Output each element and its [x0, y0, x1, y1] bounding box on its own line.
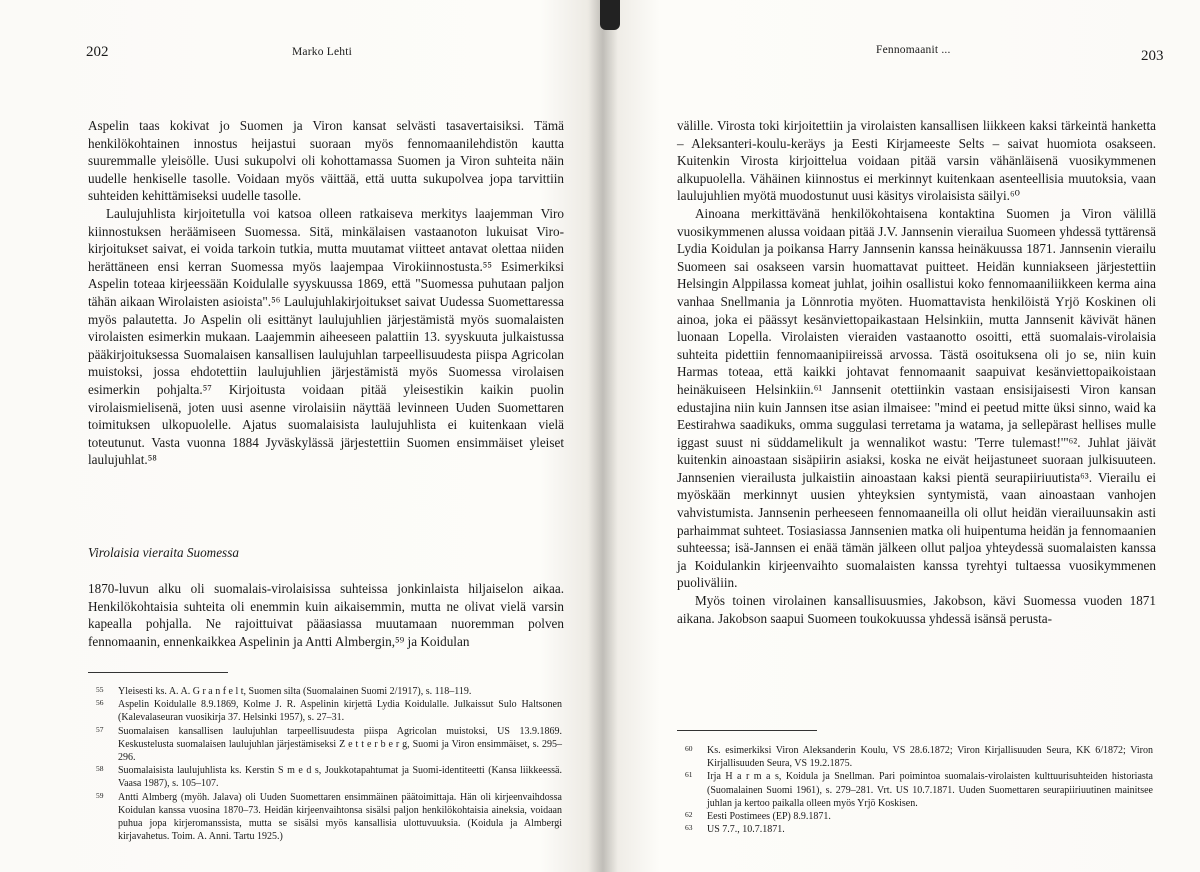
right-footnote-rule	[677, 730, 817, 731]
left-paragraph-2: Laulujuhlista kirjoitetulla voi katsoa olleen ratkaiseva merkitys laajemman Viro kiinnostuksen heräämiseen Suomessa. Sitä, minkälaisen vastaanoton lukuisat Viro-kirjoitukset saivat, ei voida tarkoin tutkia, mutta muutamat viitteet antavat olettaa niiden herättäneen ensi kerran Suomessa myös laajempaa Virokiinnostusta.⁵⁵ Esimerkiksi Aspelin toteaa kirjeessään Koidulalle syyskuussa 1869, että "Suomessa puhutaan paljon tähän aikaan Wirolaisten asioista".⁵⁶ Laulujuhlakirjoitukset saivat Uudessa Suomettaressa myös palautetta. Jo Aspelin oli esittänyt laulujuhlien järjestämistä myös suomalaisten virolaisten esimerkin mukaan. Laajemmin aiheeseen palattiin 13. syyskuuta julkaistussa pääkirjoituksessa Suomalaisen kansallisen laulujuhlan tarpeellisuudesta piispa Agricolan muistoksi, jossa ehdotettiin laulujuhlien järjestämistä myös Suomessa virolaisen esimerkin pohjalta.⁵⁷ Kirjoitusta voidaan pitää yleisestikin kaikin puolin virolaismielisenä, joten uusi asenne virolaisiin näyttää levinneen Uuden Suomettaren toimituksen ulkopuolelle. Ajatus suomalaisista laulujuhlista ei kuitenkaan vielä toteutunut. Vasta vuonna 1884 Jyväskylässä järjestettiin Suomen ensimmäiset yleiset laulujuhlat.⁵⁸	[88, 205, 564, 468]
right-footnotes	[685, 744, 1153, 836]
right-paragraph-3: Myös toinen virolainen kansallisuusmies, Jakobson, kävi Suomessa vuoden 1871 aikana. Jakobson saapui Suomeen toukokuussa yhdessä isänsä perusta-	[677, 593, 1156, 626]
left-body-text-2	[88, 580, 564, 650]
footnote: 56 Aspelin Koidulalle 8.9.1869, Kolme J. R. Aspelinin kirjettä Lydia Koidulalle. Julkaissut Sulo Haltsonen (Kalevalaseuran vuosikirja 37. Helsinki 1957), s. 27–31.	[96, 698, 562, 724]
footnote: 57 Suomalaisen kansallisen laulujuhlan tarpeellisuudesta piispa Agricolan muistoksi, US 13.9.1869. Keskustelusta suomalaisen laulujuhlan järjestämiseksi Z e t t e r b e r g, Suomi ja Viron ensimmäiset, s. 295–296.	[96, 724, 562, 764]
left-paragraph-3: 1870-luvun alku oli suomalais-virolaisissa suhteissa jonkinlaista hiljaiselon aikaa. Henkilökohtaisia suhteita oli enemmin kuin aikaisemmin, mutta ne olivat vielä varsin kapealla pohjalla. Ne rajoittuivat pääasiassa muutamaan nuoremman polven fennomaanin, ennenkaikkea Aspelinin ja Antti Almbergin,⁵⁹ ja Koidulan	[88, 581, 564, 649]
left-paragraph-1: Aspelin taas kokivat jo Suomen ja Viron kansat selvästi tasavertaisiksi. Tämä henkilökohtainen innostus heijastui suoraan myös fennomaanilehdistön kautta suuremmalle yleisölle. Uusi sukupolvi oli kohottamassa Suomen ja Viron suhteita näin uudelle henkiselle tasolle. Voidaan myös väittää, että uutta sukupolvea jopa tarvittiin suhteiden kehittämiseksi uudelle tasolle.	[88, 118, 564, 204]
footnote: 61 Irja H a r m a s, Koidula ja Snellman. Pari poimintoa suomalais-virolaisten kulttuurisuhteiden historiasta (Suomalainen Suomi 1961), s. 279–281. Vrt. US 10.7.1871. Uuden Suomettaren seurapiiriuutinen mainitsee juhlan ja kertoo paikalla olleen myös Yrjö Koskisen.	[685, 770, 1153, 809]
footnote: 59 Antti Almberg (myöh. Jalava) oli Uuden Suomettaren ensimmäinen päätoimittaja. Hän oli kirjeenvaihdossa Koidulan kanssa vuosina 1870–73. Heidän kirjeenvaihtonsa sisälsi paljon henkilökohtaisia aineksia, voidaan puhua jopa kirjeromanssista, mutta se sisälsi myös kansallisia ulottuvuuksia. (Koidula ja Almbergi kirjavahetus. Toim. A. Anni. Tartu 1925.)	[96, 790, 562, 843]
right-page	[600, 0, 1200, 872]
footnote: 55 Yleisesti ks. A. A. G r a n f e l t, Suomen silta (Suomalainen Suomi 2/1917), s. 118–119.	[96, 685, 472, 697]
footnote: 62 Eesti Postimees (EP) 8.9.1871.	[685, 810, 831, 823]
right-page-number: 203	[1141, 48, 1164, 64]
left-footnotes	[96, 685, 562, 843]
left-footnote-rule	[88, 672, 228, 673]
footnote: 58 Suomalaisista laulujuhlista ks. Kerstin S m e d s, Joukkotapahtumat ja Suomi-identiteetti (Kansa liikkeessä. Vaasa 1987), s. 105–107.	[96, 764, 562, 790]
section-heading: Virolaisia vieraita Suomessa	[88, 545, 239, 560]
footnote: 63 US 7.7., 10.7.1871.	[685, 823, 785, 836]
left-page-number: 202	[86, 44, 109, 60]
right-paragraph-2: Ainoana merkittävänä henkilökohtaisena kontaktina Suomen ja Viron välillä vuosikymmenen alussa voidaan pitää J.V. Jannsenin vierailua Suomeen yhdessä tyttärensä Lydia Koidulan ja poikansa Harry Jannsenin kanssa heinäkuussa 1871. Jannsenin vierailu Suomeen sai osakseen varsin huomattavat puitteet. Heidän kunniakseen järjestettiin Helsingin Alppilassa komeat juhlat, joihin osallistui koko fennomaaniliikkeen kerma aina vanhaa Snellmania ja Lönnrotia myöten. Huomattavista henkilöistä Yrjö Koskinen oli ainoa, joka ei päässyt kesänviettopaikastaan Helsinkiin, mutta Jannsenit kävivät hänen luonaan Lopella. Virolaisten vieraiden vastaanotto osoitti, että suomalais-virolaisia suhteita pidettiin fennomaanipiireissä arvossa. Tästä osoituksena oli jo se, niin kuin Harmas toteaa, että kaikki johtavat fennomaanit saapuivat kesänviettopaikoistaan heinäkuiseen Helsinkiin.⁶¹ Jannsenit otettiinkin vastaan ensisijaisesti Viron kansan edustajina niin kuin Jannsen itse asian ilmaisee: "mind ei peetud mitte üksi sinno, waid ka Eestirahwa saadikuks, omma suggulasi terretama ja watama, ja sellepärast hellises mulle iggast suust ni süddamelikult ja wennalikot wastu: 'Terre tulemast!'"⁶². Juhlat jäivät kuitenkin ainoastaan sisäpiirin asiaksi, koska ne eivät heijastuneet suoraan julkisuuteen. Jannsenien vierailusta julkaistiin ainoastaan kaksi pientä seurapiiriuutista⁶³. Vierailu ei myöskään merkinnyt uusien yhteyksien syntymistä, vaan ainoastaan vanhojen vahvistumista. Jannsenin perheeseen fennomaaneilla oli ollut heidän vierailuunsakin asti parhaimmat suhteet. Tosiasiassa Jannsenien matka oli huipentuma heidän ja fennomaanien suhteessa; isä-Jannsen ei enää tämän jälkeen ollut paljoa yhteydessä suomalaisten kanssa ja Koidulankin kirjeenvaihto suomalaisten kanssa tyrehtyi tultaessa vuosikymmenen puoliväliin.	[677, 205, 1156, 591]
right-body-text	[677, 117, 1156, 627]
left-running-head: Marko Lehti	[292, 46, 353, 58]
right-paragraph-1: välille. Virosta toki kirjoitettiin ja virolaisten kansallisen liikkeen kaksi tärkeintä hanketta – Aleksanteri-koulu-keräys ja Eesti Kirjameeste Selts – saivat huomiota osakseen. Kuitenkin Virosta kirjoittelua voidaan pitää varsin vähänläisenä vuosikymmenen alkupuolella. Vähäinen kiinnostus ei merkinnyt kuitenkaan asenteellisia muutoksia, vaan laulujuhlien myötä muodostunut uusi käsitys virolaisista säilyi.⁶⁰	[677, 118, 1156, 204]
left-body-text	[88, 117, 564, 469]
footnote: 60 Ks. esimerkiksi Viron Aleksanderin Koulu, VS 28.6.1872; Viron Kirjallisuuden Seura, KK 6/1872; Viron Kirjallisuuden Seura, VS 19.2.1875.	[685, 744, 1153, 770]
right-running-head: Fennomaanit ...	[876, 44, 951, 56]
